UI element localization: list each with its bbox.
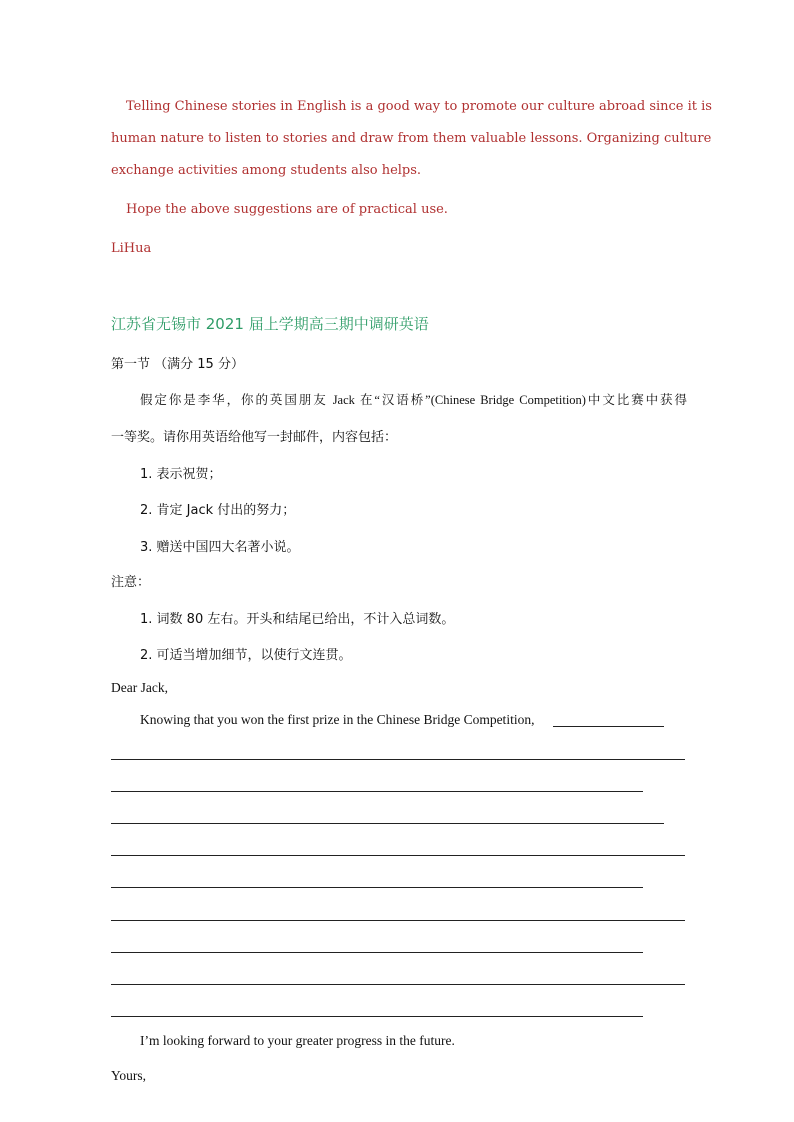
content-item-1: 1. 表示祝贺； xyxy=(140,467,222,482)
answer-blank-line[interactable] xyxy=(111,887,643,888)
answer-blank-line[interactable] xyxy=(111,823,664,824)
answer-blank-line[interactable] xyxy=(111,952,643,953)
answer-blank-line[interactable] xyxy=(111,920,685,921)
answer-blank-line[interactable] xyxy=(111,759,685,760)
letter-salutation: Dear Jack, xyxy=(111,680,168,695)
letter-signoff: Yours, xyxy=(111,1068,147,1083)
answer-blank-line[interactable] xyxy=(111,1016,643,1017)
essay-paragraph-1-line-3: exchange activities among students also helps. xyxy=(111,163,422,178)
section-heading: 江苏省无锡市 2021 届上学期高三期中调研英语 xyxy=(111,315,429,333)
essay-paragraph-2: Hope the above suggestions are of practical use. xyxy=(126,202,448,217)
answer-blank-line[interactable] xyxy=(111,984,685,985)
essay-signature: LiHua xyxy=(111,241,152,256)
answer-blank-inline[interactable] xyxy=(553,726,664,727)
note-2: 2. 可适当增加细节，以使行文连贯。 xyxy=(140,648,352,663)
letter-opening: Knowing that you won the first prize in the Chinese Bridge Competition, xyxy=(140,712,535,727)
prompt-line-2: 一等奖。请你用英语给他写一封邮件，内容包括： xyxy=(111,430,398,445)
essay-paragraph-1-line-2: human nature to listen to stories and draw from them valuable lessons. Organizing culture xyxy=(111,131,712,146)
answer-blank-line[interactable] xyxy=(111,791,643,792)
content-item-3: 3. 赠送中国四大名著小说。 xyxy=(140,540,300,555)
content-item-2: 2. 肯定 Jack 付出的努力； xyxy=(140,503,296,518)
letter-closing-line: I’m looking forward to your greater progress in the future. xyxy=(140,1033,455,1048)
answer-blank-line[interactable] xyxy=(111,855,685,856)
note-1: 1. 词数 80 左右。开头和结尾已给出，不计入总词数。 xyxy=(140,612,455,627)
prompt-line-1: 假定你是李华，你的英国朋友 Jack 在“汉语桥”(Chinese Bridge Competition)中文比赛中获得 xyxy=(140,393,687,407)
notes-label: 注意： xyxy=(111,575,151,590)
essay-paragraph-1-line-1: Telling Chinese stories in English is a good way to promote our culture abroad since it is xyxy=(126,99,712,114)
part-title: 第一节 （满分 15 分） xyxy=(111,357,244,372)
